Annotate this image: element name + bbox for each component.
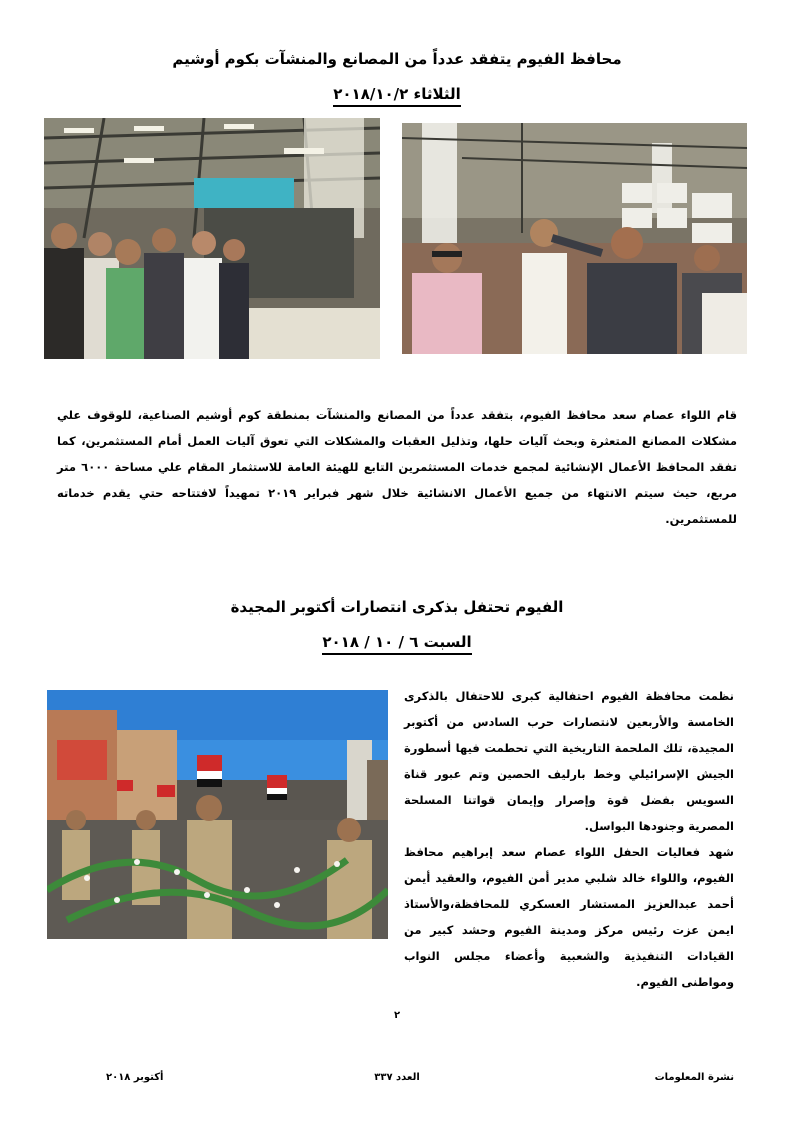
footer-issue: العدد ٣٣٧	[374, 1072, 420, 1083]
parade-photo	[47, 690, 388, 939]
footer-month: أكتوبر ٢٠١٨	[106, 1072, 164, 1083]
article2-body: نظمت محافظة الفيوم احتفالية كبرى للاحتفال بالذكرى الخامسة والأربعين لانتصارات حرب السادس من أكتوبر المجيدة، تلك الملحمة التاريخية التي تحطمت فيها أسطورة الجيش الإسرائيلي وخط بارليف الحصين وتم عبور قناة السويس بفضل قوة وإصرار وإيمان قواتنا المسلحة المصرية وجنودها البواسل. شهد فعاليات الحفل اللواء عصام سعد إبراهيم محافظ الفيوم، واللواء خالد شلبي مدير أمن الفيوم، والعقيد أيمن أحمد عبدالعزيز المستشار العسكري للمحافظة،والأستاذ ايمن عزت رئيس مركز ومدينة الفيوم وحشد كبير من القيادات التنفيذية والشعبية وأعضاء مجلس النواب ومواطنى الفيوم.	[404, 689, 734, 989]
factory-photo-right	[402, 123, 747, 354]
article2-date: السبت ٦ / ١٠ / ٢٠١٨	[322, 633, 471, 655]
article1-date: الثلاثاء ٢٠١٨/١٠/٢	[333, 85, 461, 107]
factory-photo-left	[44, 118, 380, 359]
footer-publication: نشرة المعلومات	[654, 1072, 734, 1083]
article2-title: الفيوم تحتفل بذكرى انتصارات أكتوبر المجيدة	[230, 598, 564, 616]
article1-body: قام اللواء عصام سعد محافظ الفيوم، بتفقد عدداً من المصانع والمنشآت بمنطقة كوم أوشيم الصناعية، للوقوف علي مشكلات المصانع المتعثرة وبحث آليات حلها، وتذليل العقبات والمشكلات التي تعوق آليات العمل أمام المستثمرين، كما تفقد المحافظ الأعمال الإنشائية لمجمع خدمات المستثمرين التابع للهيئة العامة للاستثمار المقام علي مساحة ٦٠٠٠ متر مربع، حيث سيتم الانتهاء من جميع الأعمال الانشائية خلال شهر فبراير ٢٠١٩ تمهيداً لافتتاحه حتي يقدم خدماته للمستثمرين.	[57, 408, 737, 526]
page-number: ٢	[393, 1010, 401, 1021]
article1-title: محافظ الفيوم يتفقد عدداً من المصانع والمنشآت بكوم أوشيم	[172, 50, 622, 68]
